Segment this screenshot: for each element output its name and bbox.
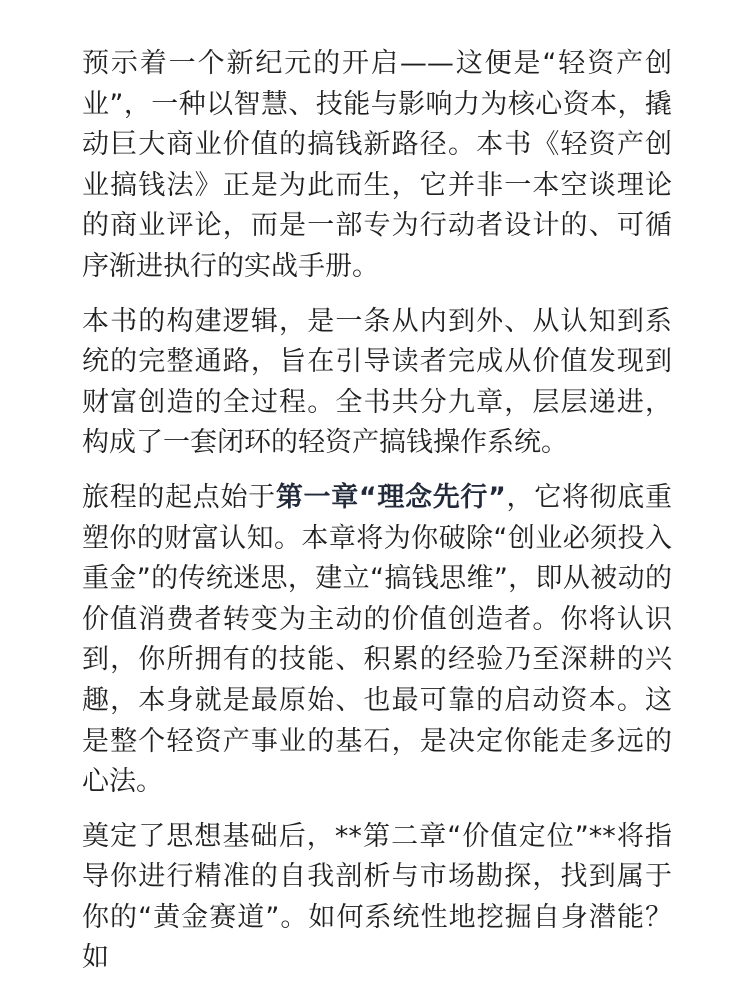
paragraph-3 xyxy=(82,478,672,803)
paragraph-3-rest: ，它将彻底重塑你的财富认知。本章将为你破除“创业必须投入重金”的传统迷思，建立“搞钱思维”，即从被动的价值消费者转变为主动的价值创造者。你将认识到，你所拥有的技能、积累的经验乃至深耕的兴趣，本身就是最原始、也最可靠的启动资本。这是整个轻资产事业的基石，是决定你能走多远的心法。 xyxy=(82,481,673,798)
paragraph-1: 预示着一个新纪元的开启——这便是“轻资产创业”，一种以智慧、技能与影响力为核心资本，撬动巨大商业价值的搞钱新路径。本书《轻资产创业搞钱法》正是为此而生，它并非一本空谈理论的商业评论，而是一部专为行动者设计的、可循序渐进执行的实战手册。 xyxy=(82,48,672,282)
article-body xyxy=(82,44,672,993)
paragraph-4: 奠定了思想基础后，**第二章“价值定位”**将指导你进行精准的自我剖析与市场勘探，找到属于你的“黄金赛道”。如何系统性地挖掘自身潜能？如 xyxy=(82,820,672,974)
paragraph-2: 本书的构建逻辑，是一条从内到外、从认知到系统的完整通路，旨在引导读者完成从价值发现到财富创造的全过程。全书共分九章，层层递进，构成了一套闭环的轻资产搞钱操作系统。 xyxy=(82,305,672,459)
paragraph-3-intro: 旅程的起点始于 xyxy=(82,481,276,513)
chapter-one-highlight: 第一章“理念先行” xyxy=(275,481,506,513)
